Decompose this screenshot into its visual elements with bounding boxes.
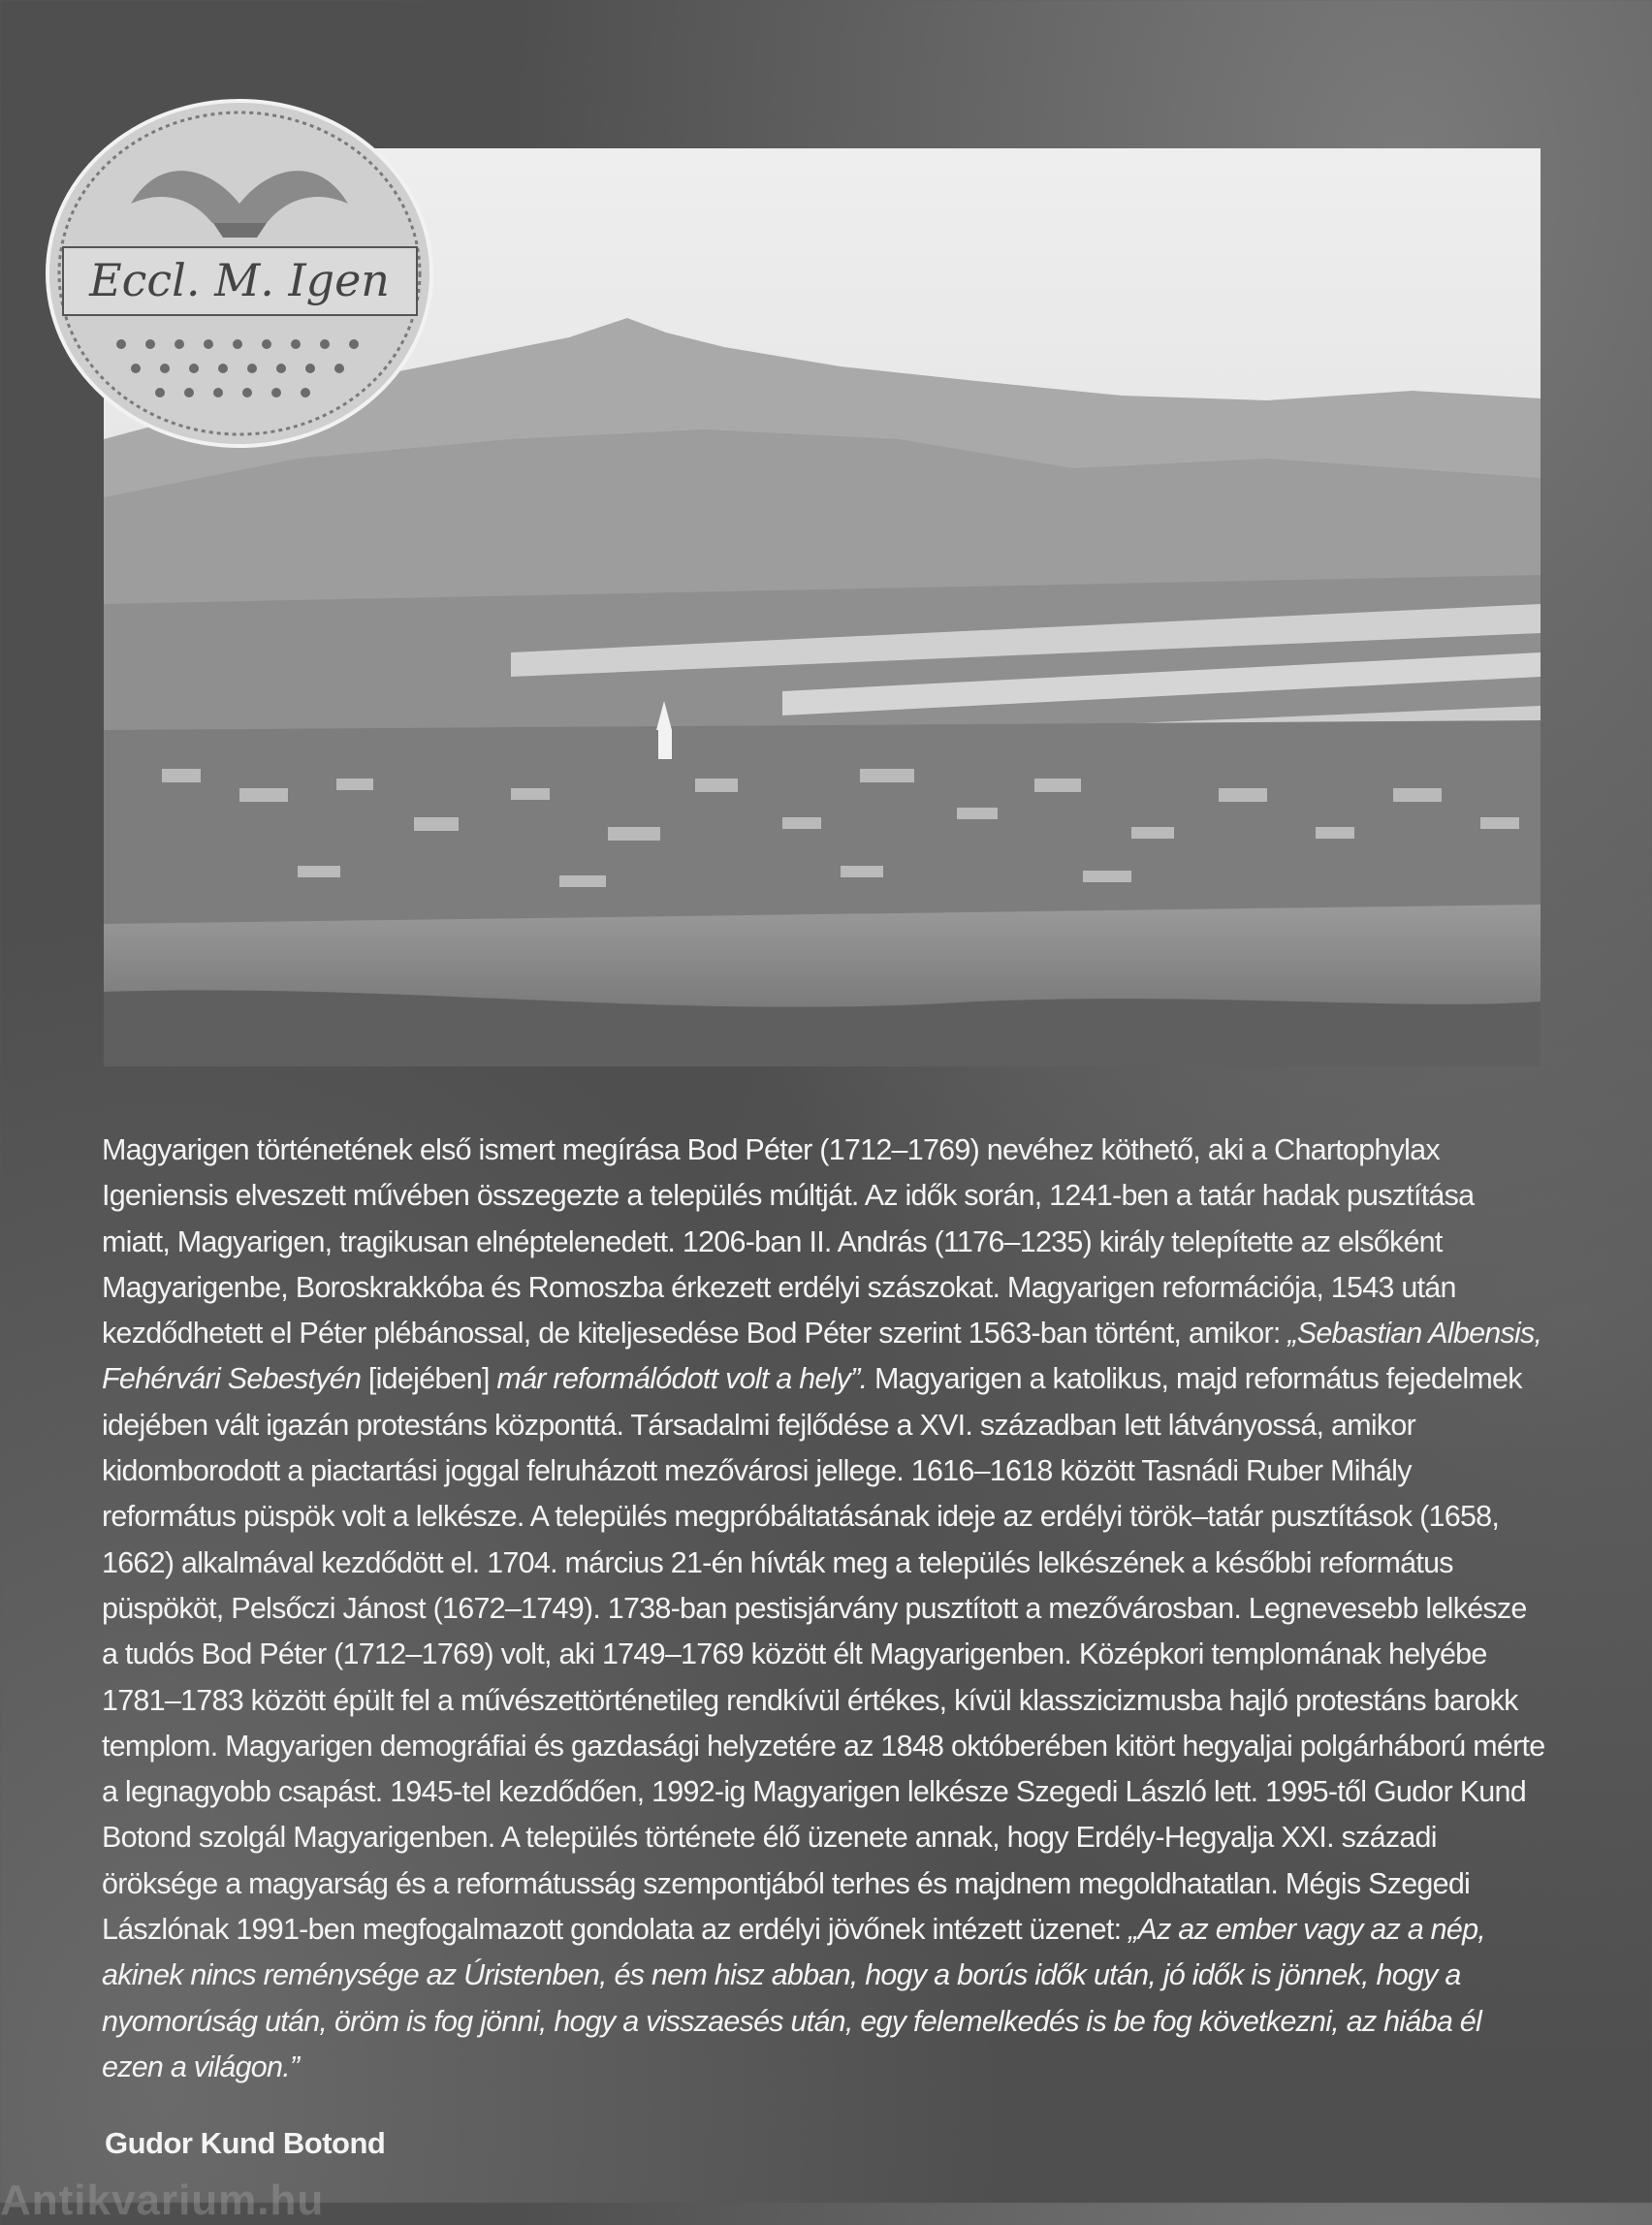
seal-icon bbox=[44, 97, 436, 451]
author-signature: Gudor Kund Botond bbox=[105, 2126, 386, 2160]
quote-1b: [idejében] bbox=[361, 1362, 497, 1396]
text-part-2: Magyarigen a katolikus, majd református fejedelmek idejében vált igazán protestáns központtá. Társadalmi fejlődése a XVI. században lett látványossá, amikor kidomborodott a piactartási joggal felruházott mezővárosi jellege. 1616–1618 között Tasnádi Ruber Mihály református püspök volt a lelkésze. A település megpróbáltatásának ideje az erdélyi török–tatár pusztítások (1658, 1662) alkalmával kezdődött el. 1704. március 21-én hívták meg a település lelkészének a későbbi református püspököt, Pelsőczi Jánost (1672–1749). 1738-ban pestisjárvány pusztított a mezővárosban. Legnevesebb lelkésze a tudós Bod Péter (1712–1769) volt, aki 1749–1769 között élt Magyarigenben. Középkori templomának helyébe 1781–1783 között épült fel a művészettörténetileg rendkívül értékes, kívül klasszicizmusba hajló protestáns barokk templom. Magyarigen demográfiai és gazdasági helyzetére az 1848 októberében kitört hegyaljai polgárháború mérte a legnagyobb csapást. 1945-tel kezdődően, 1992-ig Magyarigen lelkésze Szegedi László lett. 1995-től Gudor Kund Botond szolgál Magyarigenben. A település története élő üzenete annak, hogy Erdély-Hegyalja XXI. századi öröksége a magyarság és a reformátusság szempontjából terhes és majdnem megoldhatatlan. Mégis Szegedi Lászlónak 1991-ben megfogalmazott gondolata az erdélyi jövőnek intézett üzenet: bbox=[102, 1362, 1545, 1947]
text-part-1: Magyarigen történetének első ismert megírása Bod Péter (1712–1769) nevéhez köthető, aki a Chartophylax Igeniensis elveszett művében összegezte a település múltját. Az idők során, 1241-ben a tatár hadak pusztítása miatt, Magyarigen, tragikusan elnéptelenedett. 1206-ban II. András (1176–1235) király telepítette az elsőként Magyarigenbe, Boroskrakkóba és Romoszba érkezett erdélyi szászokat. Magyarigen reformációja, 1543 után kezdődhetett el Péter plébánossal, de kiteljesedése Bod Péter szerint 1563-ban történt, amikor: bbox=[102, 1133, 1475, 1351]
history-paragraph bbox=[102, 1128, 1546, 2090]
watermark: Antikvarium.hu bbox=[0, 2177, 325, 2224]
church-seal bbox=[44, 97, 436, 451]
history-text bbox=[102, 1128, 1546, 2090]
quote-1a: „Sebastian Albensis, Fehérvári Sebestyén bbox=[102, 1317, 1542, 1396]
closing-quote: „Az az ember vagy az a nép, akinek nincs reménysége az Úristenben, és nem hisz abban, hogy a borús idők után, jó idők is jönnek, hogy a nyomorúság után, öröm is fog jönni, hogy a visszaesés után, egy felemelkedés is be fog következni, az hiába él ezen a világon.” bbox=[102, 1913, 1486, 2083]
seal-inscription: Eccl. M. Igen bbox=[89, 254, 390, 306]
quote-1c: már reformálódott volt a hely”. bbox=[496, 1362, 868, 1396]
